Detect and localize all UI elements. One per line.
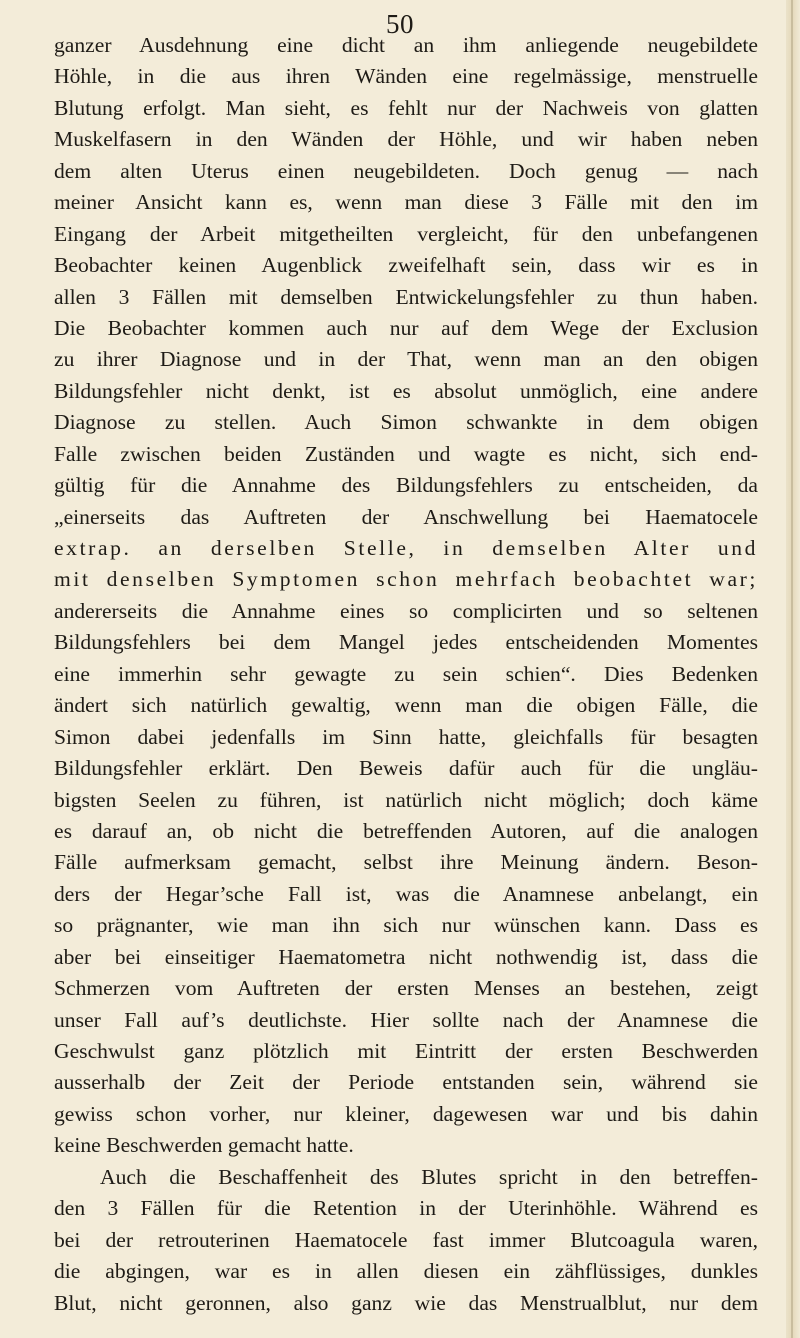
text-line: zu ihrer Diagnose und in der That, wenn man an den obigen — [54, 347, 758, 372]
paragraph-end-line: keine Beschwerden gemacht hatte. — [54, 1133, 354, 1158]
text-line: aber bei einseitiger Haematometra nicht nothwendig ist, dass die — [54, 944, 758, 969]
text-line: meiner Ansicht kann es, wenn man diese 3 Fälle mit den im — [54, 190, 758, 215]
text-line: Muskelfasern in den Wänden der Höhle, und wir haben neben — [54, 127, 758, 152]
text-line: Blut, nicht geronnen, also ganz wie das Menstrualblut, nur dem — [54, 1290, 758, 1315]
emphasized-text-line: mit denselben Symptomen schon mehrfach beobachtet war; — [54, 567, 758, 592]
body-text — [54, 30, 758, 1319]
text-line: den 3 Fällen für die Retention in der Uterinhöhle. Während es — [54, 1196, 758, 1221]
text-line: Diagnose zu stellen. Auch Simon schwankte in dem obigen — [54, 410, 758, 435]
page-number: 50 — [386, 9, 414, 39]
text-line: Höhle, in die aus ihren Wänden eine regelmässige, menstruelle — [54, 64, 758, 89]
text-line: Falle zwischen beiden Zuständen und wagte es nicht, sich end- — [54, 441, 758, 466]
text-line: Bildungsfehler nicht denkt, ist es absolut unmöglich, eine andere — [54, 378, 758, 403]
text-line: gewiss schon vorher, nur kleiner, dagewesen war und bis dahin — [54, 1101, 758, 1126]
text-line: Geschwulst ganz plötzlich mit Eintritt der ersten Beschwerden — [54, 1039, 758, 1063]
text-line: Beobachter keinen Augenblick zweifelhaft sein, dass wir es in — [54, 253, 758, 278]
text-line: es darauf an, ob nicht die betreffenden Autoren, auf die analogen — [54, 818, 758, 843]
text-line: die abgingen, war es in allen diesen ein zähflüssiges, dunkles — [54, 1259, 758, 1284]
text-line: ganzer Ausdehnung eine dicht an ihm anliegende neugebildete — [54, 33, 758, 57]
text-line: gültig für die Annahme des Bildungsfehlers zu entscheiden, da — [54, 473, 758, 498]
text-line: Fälle aufmerksam gemacht, selbst ihre Meinung ändern. Beson- — [54, 850, 758, 875]
text-line: Bildungsfehlers bei dem Mangel jedes entscheidenden Momentes — [54, 630, 758, 655]
page-edge — [786, 0, 800, 1338]
emphasized-text-line: extrap. an derselben Stelle, in demselben Alter und — [54, 536, 758, 560]
text-line: andererseits die Annahme eines so complicirten und so seltenen — [54, 598, 758, 623]
text-line: Schmerzen vom Auftreten der ersten Menses an bestehen, zeigt — [54, 976, 758, 1001]
text-line: ändert sich natürlich gewaltig, wenn man die obigen Fälle, die — [54, 693, 758, 718]
text-line: Eingang der Arbeit mitgetheilten vergleicht, für den unbefangenen — [54, 221, 758, 246]
text-line: Blutung erfolgt. Man sieht, es fehlt nur der Nachweis von glatten — [54, 95, 758, 120]
text-line: unser Fall auf’s deutlichste. Hier sollte nach der Anamnese die — [54, 1007, 758, 1032]
text-line: Die Beobachter kommen auch nur auf dem Wege der Exclusion — [54, 315, 758, 340]
text-line: ausserhalb der Zeit der Periode entstanden sein, während sie — [54, 1070, 758, 1095]
text-line: Simon dabei jedenfalls im Sinn hatte, gleichfalls für besagten — [54, 724, 758, 749]
text-line: bigsten Seelen zu führen, ist natürlich nicht möglich; doch käme — [54, 787, 758, 812]
text-line: so prägnanter, wie man ihn sich nur wünschen kann. Dass es — [54, 913, 758, 938]
text-line: „einerseits das Auftreten der Anschwellung bei Haematocele — [54, 504, 758, 529]
text-line: dem alten Uterus einen neugebildeten. Doch genug — nach — [54, 158, 758, 183]
paragraph-start-line: Auch die Beschaffenheit des Blutes spricht in den betreffen- — [100, 1164, 758, 1189]
text-line: ders der Hegar’sche Fall ist, was die Anamnese anbelangt, ein — [54, 881, 758, 906]
text-line: bei der retrouterinen Haematocele fast immer Blutcoagula waren, — [54, 1227, 758, 1252]
text-line: eine immerhin sehr gewagte zu sein schien“. Dies Bedenken — [54, 661, 758, 686]
text-line: Bildungsfehler erklärt. Den Beweis dafür auch für die ungläu- — [54, 756, 758, 781]
text-line: allen 3 Fällen mit demselben Entwickelungsfehler zu thun haben. — [54, 284, 758, 309]
